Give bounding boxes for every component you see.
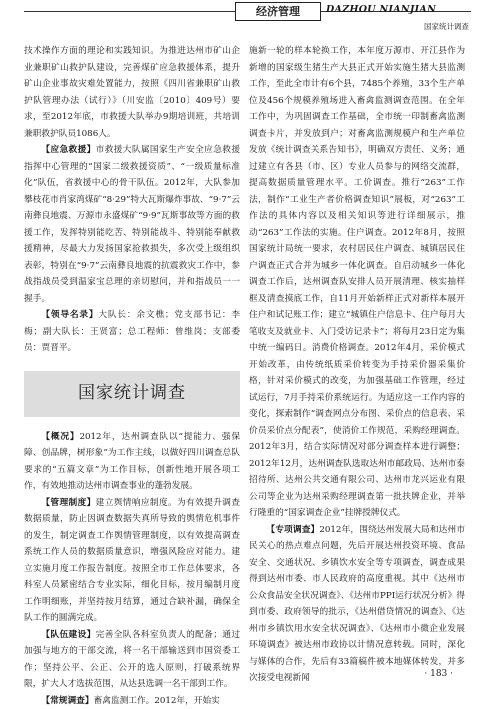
paragraph (24, 495, 240, 627)
section-tag: 【应急救援】 (41, 145, 95, 155)
section-banner (24, 371, 240, 417)
section-tag: 【专项调查】 (266, 525, 319, 535)
page-header (0, 0, 487, 30)
paragraph (24, 429, 240, 495)
section-tag: 【概况】 (41, 432, 79, 442)
paragraph: 技术操作方面的理论和实践知识。为推进达州市矿山企业兼职矿山救护队建设，完善煤矿应急救援体系，提升矿山企业事故灾难处置能力，按照《四川省兼职矿山救护队管理办法（试行）》（川安监〔2010〕409号）要求，至2012年底，市救援大队举办9期培训班，共培训兼职救护队员1086人。 (24, 43, 240, 142)
paragraph: 施新一轮的样本轮换工作，本年度万源市、开江县作为新增的国家级生猪生产大县正式开始实施生猪大县监测工作，至此全市计有6个县，7485个养殖，33个生产单位及456个规模养殖场进入畜禽监测调查范围。在全年工作中，为巩固调查工作基础，全市统一印制畜禽监测调查卡片，并发放到户；对畜禽监测规模户和生产单位发放《统计调查关系告知书》，明确双方责任、义务；通过建立有各县（市、区）专业人员参与的网络交流群，提高数据质量管理水平。工价调查。推行“263”工作法，制作“工业生产者价格调查知识”展板，对“263”工作法的具体内容以及相关知识等进行详细展示，推动“263”工作法的实施。住户调查。2012年8月，按照国家统计局统一要求，农村居民住户调查、城镇居民住户调查正式合并为城乡一体化调查。自启动城乡一体化调查工作后，达州调查队安排人员开展清理、核实抽样框及清查摸底工作，自11月开始新样正式对新样本展开住户和试记账工作；建立“城镇住户信息卡、住户每月大笔收支及就业卡、入门受访记录卡”；将每月23日定为集中统一编码日。消费价格调查。2012年4月，采价模式开始改革，由传统纸质采价转变为手持采价器采集价格，针对采价模式的改变，为加强基础工作管理，经过试运行，7月手持采价系统运行。为适应这一工作内容的变化，探索制作“调查网点分布图、采价点的信息表、采价员采价点分配表”，使消价工作规范，采购经理调查。2012年3月，结合实际情况对部分调查样本进行调整；2012年12月，达州调查队选取达州市邮政局、达州市泰招待所、达州公共交通有限公司、达州市龙兴运业有限公司等企业为达州采购经理调查第一批扶牌企业，并举行隆重的“国家调查企业”挂牌授牌仪式。 (249, 43, 465, 522)
paragraph (24, 693, 240, 709)
paragraph (24, 142, 240, 307)
right-column (249, 43, 465, 687)
section-tag: 【常规调查】 (41, 696, 93, 706)
paragraph (249, 522, 465, 687)
paragraph-text: 2012年，达州调查队以“提能力、强保障、创品牌，树形象”为工作主线，以做好四川调查总队要求的“五篇文章”为工作目标，创新性地开展各项工作，有效地推动达州市调查事业的蓬勃发展。 (24, 432, 240, 492)
section-tag: 【领导名录】 (41, 310, 98, 320)
paragraph-text: 大队长：余文樵；党支部书记：李梅；副大队长：王贤富；总工程师：曾维岗；支部委员：贾晋平。 (24, 310, 240, 353)
left-column (24, 43, 240, 709)
paragraph-text: 完善全队各科室负责人的配备；通过加强与地方的干部交流，将一名干部输送到市国资委工作；坚持公平、公正、公开的选人原则，打破系统界限，扩大人才选拔范围，从达县选调一名干部到工作。 (24, 630, 240, 690)
paragraph-text: 畜禽监测工作。2012年，开始实 (94, 696, 220, 706)
paragraph-text: 市救援大队属国家生产安全应急救援指挥中心管理的“国家二级救援资质”、“一级质量标准化”队伍，省救援中心的骨干队伍。2012年，大队参加攀枝花市肖家湾煤矿“8·29”特大瓦斯爆炸事故、“9·7”云南彝良地震、万源市永盛煤矿“9·9”瓦斯事故等方面的救援工作，发挥特别能吃苦、特别能战斗、特别能奉献救援精神，尽最大力发扬国家抢救损失，多次受上级组织表彰，特别在“9·7”云南彝良地震的抗震救灾工作中，参战指战员受到温家宝总理的亲切慰问，并和指战员一一握手。 (24, 145, 240, 304)
paragraph (24, 627, 240, 693)
journal-name: DAZHOU NIANJIAN (326, 4, 436, 15)
section-tag: 【管理制度】 (41, 498, 95, 508)
paragraph (24, 307, 240, 357)
paragraph-text: 2012年，围绕达州发展大局和达州市民关心的热点难点问题，先后开展达州投资环境、食品安全、交通状况、乡镇饮水安全等专项调查，调查成果得到达州市委、市人民政府的高度重视。其中《达州市公众食品安全状况调查》、《达州市PPI运行状况分析》得到市委、政府领导的批示，《达州借贷情况的调查》、《达州市乡镇饮用水安全状况调查》、《达州市小微企业发展环境调查》被达州市政协以计情况意转载。同时，深化与媒体的合作，先后有33篇稿件被本地媒体转发，并多次接受电视新闻 (249, 525, 465, 684)
subsection-title: 国家统计调查 (424, 21, 469, 32)
section-title: 经济管理 (235, 2, 321, 21)
banner-title: 国家统计调查 (78, 385, 186, 402)
paragraph-text: 建立舆情响应制度。为有效提升调查数据质量，防止因调查数据失真所导致的舆情危机事件的发生，制定调查工作舆情管理制度，以有效提高调查系统工作人员的数据质量意识，增强风险应对能力。建立实施月度工作报告制度。按照全市工作总体要求，各科室人员紧密结合专业实际，细化目标，按月编制月度工作明细账，并坚持按月结算，通过合缺补漏，确保全队工作的圆满完成。 (24, 498, 240, 624)
section-tag: 【队伍建设】 (41, 630, 95, 640)
page-number: · 183 · (424, 669, 453, 679)
